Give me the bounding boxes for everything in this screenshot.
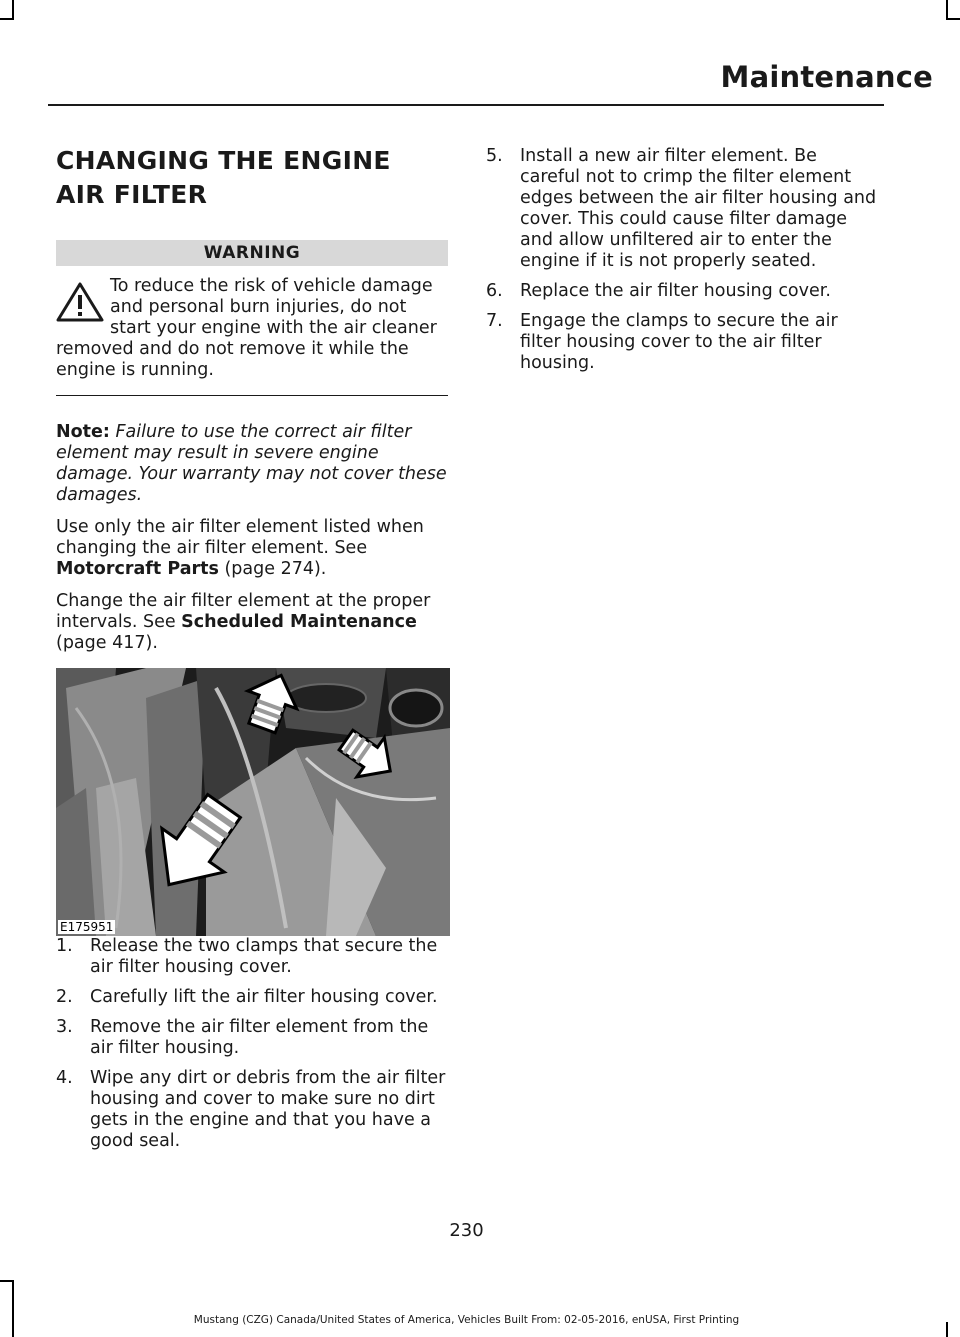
list-item	[56, 987, 448, 1008]
list-item	[486, 146, 878, 272]
steps-list-right	[486, 146, 878, 374]
section-title: CHANGING THE ENGINE AIR FILTER	[56, 146, 391, 209]
warning-box	[56, 240, 448, 396]
crop-mark-top-left-h	[0, 18, 14, 20]
crop-mark-bottom-right	[946, 1322, 948, 1337]
note-text: Failure to use the correct air filter element may result in severe engine damage. Your warranty may not cover these damages.	[56, 422, 447, 505]
crop-mark-bottom-left-h	[0, 1280, 14, 1282]
interval-paragraph-page: (page 417).	[56, 633, 158, 653]
warning-triangle-icon	[56, 282, 104, 322]
page-header-title: Maintenance	[720, 60, 933, 94]
left-column	[56, 144, 448, 1161]
step-number: 3.	[56, 1017, 73, 1037]
engine-bay-illustration	[56, 668, 450, 936]
note-paragraph	[56, 422, 448, 506]
step-text: Remove the air filter element from the air filter housing.	[90, 1017, 429, 1058]
step-text: Engage the clamps to secure the air filter housing cover to the air filter housing.	[520, 311, 838, 373]
step-text: Install a new air filter element. Be careful not to crimp the filter element edges between the air filter housing and cover. This could cause filter damage and allow unfiltered air to enter the engine if it is not properly seated.	[520, 146, 877, 271]
list-item	[56, 1017, 448, 1059]
right-column	[486, 146, 878, 383]
crop-mark-top-right-h	[946, 18, 960, 20]
step-number: 1.	[56, 936, 73, 956]
motorcraft-parts-link[interactable]: Motorcraft Parts	[56, 559, 219, 579]
warning-body	[56, 266, 448, 396]
steps-list-left	[56, 936, 448, 1152]
page-number: 230	[449, 1220, 484, 1241]
header-rule	[48, 104, 884, 106]
crop-mark-bottom-left	[12, 1280, 14, 1337]
warning-heading: WARNING	[56, 240, 448, 266]
step-number: 4.	[56, 1068, 73, 1088]
scheduled-maintenance-link[interactable]: Scheduled Maintenance	[181, 612, 417, 632]
step-number: 6.	[486, 281, 503, 301]
parts-paragraph-text: Use only the air filter element listed when changing the air filter element. See	[56, 517, 424, 558]
step-number: 5.	[486, 146, 503, 166]
list-item	[486, 311, 878, 374]
list-item	[56, 1068, 448, 1152]
list-item	[486, 281, 878, 302]
step-text: Wipe any dirt or debris from the air filter housing and cover to make sure no dirt gets in the engine and that you have a good seal.	[90, 1068, 446, 1151]
step-number: 2.	[56, 987, 73, 1007]
step-text: Replace the air filter housing cover.	[520, 281, 831, 301]
step-text: Release the two clamps that secure the air filter housing cover.	[90, 936, 438, 977]
interval-paragraph	[56, 591, 448, 654]
interval-paragraph-text: Change the air filter element at the proper intervals. See	[56, 591, 431, 632]
step-number: 7.	[486, 311, 503, 331]
crop-mark-top-right	[946, 0, 948, 20]
air-filter-figure	[56, 668, 450, 936]
warning-text: To reduce the risk of vehicle damage and personal burn injuries, do not start your engine with the air cleaner removed and do not remove it while the engine is running.	[56, 276, 437, 380]
parts-paragraph	[56, 517, 448, 580]
note-label: Note:	[56, 422, 110, 442]
figure-code: E175951	[60, 920, 114, 934]
page-footer: Mustang (CZG) Canada/United States of America, Vehicles Built From: 02-05-2016, enUSA, First Printing	[193, 1314, 740, 1326]
list-item	[56, 936, 448, 978]
step-text: Carefully lift the air filter housing cover.	[90, 987, 438, 1007]
crop-mark-top-left	[12, 0, 14, 20]
parts-paragraph-page: (page 274).	[218, 559, 327, 579]
